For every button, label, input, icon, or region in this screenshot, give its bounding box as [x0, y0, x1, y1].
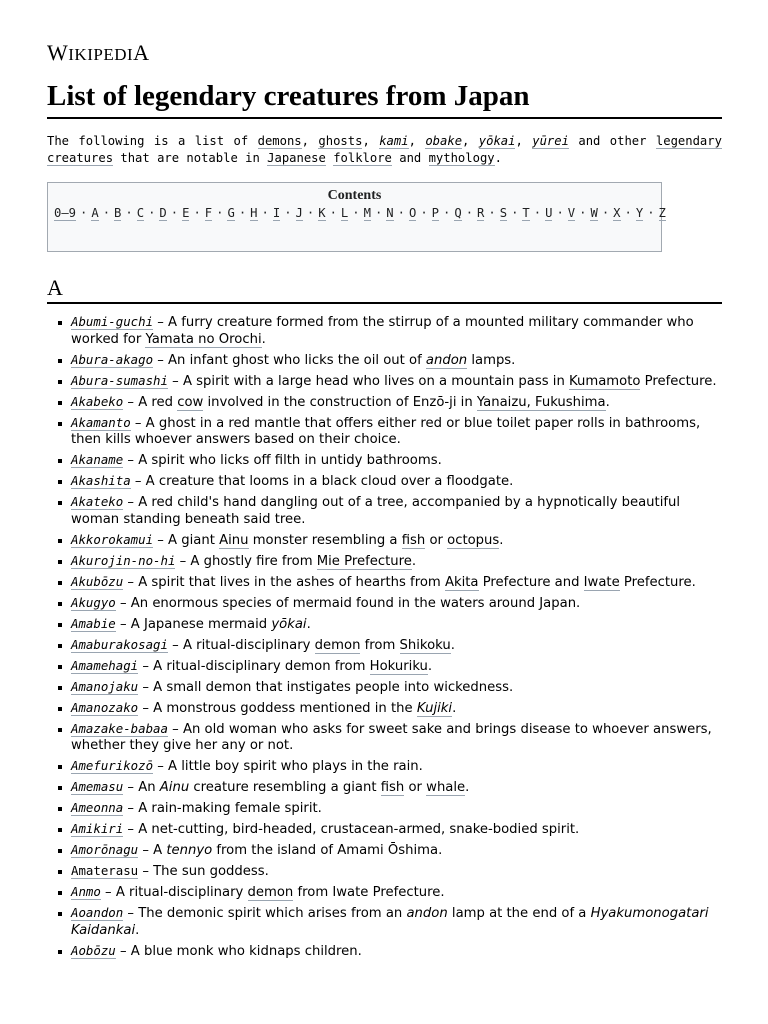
- intro-text: and: [391, 151, 429, 165]
- link-japanese[interactable]: Japanese: [267, 151, 326, 165]
- inline-link[interactable]: Iwate: [583, 574, 620, 590]
- inline-link[interactable]: Yanaizu, Fukushima: [476, 394, 606, 410]
- description-text: – A: [138, 843, 167, 858]
- description-text: .: [427, 658, 433, 674]
- list-item: [71, 616, 728, 634]
- creature-name-link[interactable]: Amaburakosagi: [71, 636, 168, 652]
- toc-link-f[interactable]: F: [204, 206, 213, 220]
- toc-separator: ·: [80, 206, 88, 220]
- description-text: – A furry creature formed from the stirrup of a mounted military commander who worked for: [71, 315, 694, 347]
- toc-links: [54, 206, 666, 220]
- link-obake[interactable]: obake: [425, 134, 463, 148]
- description-text: – A red: [123, 394, 178, 410]
- inline-link[interactable]: fish: [401, 532, 426, 548]
- creature-name-link[interactable]: Akurojin-no-hi: [71, 552, 176, 568]
- creature-name-link[interactable]: Amazake-babaa: [71, 720, 168, 736]
- intro-text: ,: [362, 134, 380, 148]
- description-text: – A blue monk who kidnaps children.: [115, 943, 362, 959]
- intro-text: that are notable in: [113, 151, 268, 165]
- link-mythology[interactable]: mythology: [428, 151, 495, 165]
- creature-name-link[interactable]: Abura-sumashi: [71, 372, 168, 388]
- intro-text: ,: [515, 134, 533, 148]
- toc-separator: ·: [216, 206, 224, 220]
- description-text: – A ritual-disciplinary: [167, 637, 315, 653]
- list-item: [71, 721, 728, 755]
- toc-separator: ·: [488, 206, 496, 220]
- toc-link-i[interactable]: I: [272, 206, 281, 220]
- description-text: – A rain-making female spirit.: [123, 801, 322, 816]
- toc-separator: ·: [533, 206, 542, 220]
- creature-name-link[interactable]: Amikiri: [71, 821, 124, 836]
- description-text: – The sun goddess.: [138, 864, 269, 879]
- description-text: Prefecture.: [619, 574, 696, 590]
- toc-separator: ·: [148, 206, 156, 220]
- description-text: – A Japanese mermaid: [115, 616, 272, 632]
- description-text: from Iwate Prefecture.: [293, 885, 445, 900]
- description-text: or: [404, 780, 427, 795]
- description-text: .: [450, 637, 455, 653]
- inline-link[interactable]: Mie Prefecture: [316, 553, 412, 569]
- description-text: – An infant ghost who licks the oil out of: [153, 352, 426, 368]
- logo-text-a: A: [133, 40, 150, 65]
- creature-name-link[interactable]: Akkorokamui: [71, 531, 154, 547]
- link-kami[interactable]: kami: [379, 134, 409, 148]
- list-item: [71, 553, 728, 571]
- inline-link[interactable]: Kujiki: [416, 700, 453, 716]
- list-item: [71, 863, 728, 881]
- intro-text: ,: [408, 134, 426, 148]
- toc-link-b[interactable]: B: [114, 206, 122, 220]
- emphasized-text: yōkai: [271, 616, 307, 632]
- description-text: – An: [123, 780, 160, 795]
- creature-name-link[interactable]: Akaname: [71, 452, 124, 467]
- toc-link-h[interactable]: H: [250, 206, 258, 220]
- list-item: [71, 595, 728, 613]
- description-text: or: [425, 532, 448, 548]
- toc-separator: ·: [374, 206, 383, 220]
- toc-separator: ·: [170, 206, 179, 220]
- description-text: – A net-cutting, bird-headed, crustacean-armed, snake-bodied spirit.: [123, 822, 580, 837]
- list-item: [71, 821, 728, 839]
- description-text: – A spirit who licks off filth in untidy bathrooms.: [123, 453, 442, 468]
- creature-name-link[interactable]: Amemasu: [71, 779, 124, 794]
- creature-name-link[interactable]: Amaterasu: [71, 863, 139, 878]
- inline-link[interactable]: Ainu: [219, 532, 249, 548]
- description-text: – A ghostly fire from: [175, 553, 317, 569]
- description-text: – A red child's hand dangling out of a tree, accompanied by a hypnotically beautiful woman standing beneath said tree.: [71, 495, 681, 527]
- description-text: Prefecture.: [640, 373, 717, 389]
- logo-text-mid: IKIPEDI: [68, 45, 134, 64]
- link-legendary-creatures[interactable]: legendary creatures: [47, 134, 722, 165]
- toc-separator: ·: [261, 206, 269, 220]
- list-item: [71, 473, 728, 491]
- description-text: – A spirit that lives in the ashes of hearths from: [123, 574, 445, 590]
- creature-name-link[interactable]: Abura-akago: [71, 351, 154, 367]
- page-title: List of legendary creatures from Japan: [47, 78, 722, 119]
- inline-link[interactable]: cow: [177, 394, 204, 410]
- list-item: [71, 574, 728, 592]
- logo-text-w: W: [47, 40, 69, 65]
- intro-text: ,: [462, 134, 479, 148]
- inline-link[interactable]: Yamata no Orochi: [145, 331, 262, 347]
- toc-separator: ·: [624, 206, 632, 220]
- intro-paragraph: [47, 133, 722, 167]
- creature-name-link[interactable]: Amorōnagu: [71, 842, 139, 857]
- toc-link-k[interactable]: K: [318, 206, 326, 220]
- section-heading-a: A: [47, 275, 722, 304]
- list-item: [71, 352, 728, 370]
- description-text: – An old woman who asks for sweet sake and brings disease to whoever answers, whether they give her any or not.: [71, 721, 712, 753]
- emphasized-text: tennyo: [166, 843, 213, 858]
- list-item: [71, 943, 728, 961]
- toc-link-r[interactable]: R: [477, 206, 485, 220]
- creature-name-link[interactable]: Aobōzu: [71, 942, 116, 958]
- description-text: from the island of Amami Ōshima.: [212, 843, 443, 858]
- emphasized-text: andon: [406, 906, 448, 921]
- description-text: from: [360, 637, 400, 653]
- link-ghosts[interactable]: ghosts: [318, 134, 363, 148]
- inline-link[interactable]: Akita: [444, 574, 479, 590]
- list-item: [71, 700, 728, 718]
- list-item: [71, 415, 728, 449]
- inline-link[interactable]: Hokuriku: [369, 658, 428, 674]
- description-text: .: [465, 780, 470, 795]
- list-item: [71, 758, 728, 776]
- toc-separator: ·: [125, 206, 133, 220]
- toc-separator: ·: [511, 206, 519, 220]
- toc-link-y[interactable]: Y: [635, 206, 644, 220]
- intro-text: .: [494, 151, 502, 165]
- description-text: – A giant: [153, 532, 220, 548]
- list-item: [71, 679, 728, 697]
- description-text: .: [306, 616, 311, 632]
- list-item: [71, 905, 728, 939]
- toc-link-t[interactable]: T: [522, 206, 530, 220]
- toc-link-l[interactable]: L: [340, 206, 349, 220]
- toc-link-o[interactable]: O: [408, 206, 417, 220]
- creature-name-link[interactable]: Amamehagi: [71, 657, 139, 673]
- toc-link-j[interactable]: J: [295, 206, 303, 220]
- description-text: – A little boy spirit who plays in the rain.: [153, 759, 423, 774]
- emphasized-text: Hyakumonogatari Kaidankai: [71, 906, 709, 938]
- inline-link[interactable]: octopus: [447, 532, 500, 548]
- toc-separator: ·: [102, 206, 111, 220]
- creature-name-link[interactable]: Amefurikozō: [71, 758, 154, 773]
- description-text: creature resembling a giant: [189, 780, 381, 795]
- toc-link-d[interactable]: D: [159, 206, 167, 220]
- inline-link[interactable]: fish: [380, 780, 405, 795]
- list-item: [71, 314, 728, 348]
- toc-separator: ·: [420, 206, 428, 220]
- description-text: .: [135, 922, 140, 938]
- description-text: – A small demon that instigates people into wickedness.: [138, 679, 514, 695]
- creature-name-link[interactable]: Anmo: [71, 884, 101, 899]
- wikipedia-logo[interactable]: [47, 40, 150, 66]
- toc-link-w[interactable]: W: [590, 206, 598, 220]
- list-item: [71, 394, 728, 412]
- creature-name-link[interactable]: Akashita: [71, 473, 131, 488]
- creature-name-link[interactable]: Abumi-guchi: [71, 314, 154, 329]
- description-text: – A ritual-disciplinary: [100, 885, 248, 900]
- list-item: [71, 884, 728, 902]
- inline-link[interactable]: whale: [426, 780, 466, 795]
- description-text: involved in the construction of Enzō-ji in: [203, 394, 477, 410]
- toc-separator: ·: [465, 206, 474, 220]
- list-item: [71, 779, 728, 797]
- toc-link-v[interactable]: V: [567, 206, 576, 220]
- list-item: [71, 637, 728, 655]
- description-text: – A creature that looms in a black cloud over a floodgate.: [130, 474, 514, 489]
- toc-link-u[interactable]: U: [545, 206, 553, 220]
- toc-link-q[interactable]: Q: [454, 206, 462, 220]
- toc-title: Contents: [327, 188, 382, 203]
- list-item: [71, 658, 728, 676]
- toc-separator: ·: [238, 206, 247, 220]
- description-text: – An enormous species of mermaid found in the waters around Japan.: [115, 595, 581, 611]
- creature-name-link[interactable]: Akugyo: [71, 594, 116, 610]
- toc-separator: ·: [193, 206, 201, 220]
- description-text: – A ghost in a red mantle that offers either red or blue toilet paper rolls in bathrooms, then kills whoever answers based on their choice.: [71, 415, 701, 447]
- link-yurei[interactable]: yūrei: [532, 134, 569, 148]
- description-text: .: [411, 553, 417, 569]
- toc-separator: ·: [352, 206, 360, 220]
- description-text: .: [261, 331, 266, 347]
- creature-name-link[interactable]: Akamanto: [71, 414, 131, 430]
- description-text: – The demonic spirit which arises from an: [123, 906, 407, 921]
- emphasized-text: Ainu: [159, 780, 190, 795]
- toc-link-g[interactable]: G: [227, 206, 235, 220]
- intro-text: and other: [568, 134, 656, 148]
- inline-link[interactable]: Kumamoto: [569, 373, 641, 389]
- toc-link-c[interactable]: C: [136, 206, 145, 220]
- description-text: Prefecture and: [478, 574, 584, 590]
- inline-link[interactable]: andon: [425, 352, 468, 368]
- list-item: [71, 452, 728, 470]
- creature-name-link[interactable]: Akabeko: [71, 393, 124, 409]
- toc-separator: ·: [556, 206, 564, 220]
- table-of-contents: [47, 182, 666, 252]
- toc-link-x[interactable]: X: [613, 206, 621, 220]
- intro-text: The following is a list of: [47, 134, 258, 148]
- toc-link-n[interactable]: N: [386, 206, 394, 220]
- toc-link-m[interactable]: M: [363, 206, 371, 220]
- toc-separator: ·: [601, 206, 610, 220]
- toc-link-0-9[interactable]: 0–9: [54, 206, 77, 220]
- list-item: [71, 800, 728, 818]
- inline-link[interactable]: Shikoku: [399, 637, 451, 653]
- toc-separator: ·: [647, 206, 655, 220]
- toc-link-s[interactable]: S: [499, 206, 508, 220]
- creature-name-link[interactable]: Aoandon: [71, 905, 124, 920]
- description-text: .: [605, 394, 610, 410]
- creature-name-link[interactable]: Amanojaku: [71, 678, 139, 694]
- link-yokai[interactable]: yōkai: [478, 134, 516, 148]
- inline-link[interactable]: demon: [247, 885, 294, 900]
- toc-separator: ·: [306, 206, 315, 220]
- description-text: monster resembling a: [248, 532, 402, 548]
- creature-list: [52, 314, 728, 964]
- list-item: [71, 373, 728, 391]
- description-text: lamps.: [467, 352, 516, 368]
- list-item: [71, 494, 728, 528]
- list-item: [71, 532, 728, 550]
- description-text: lamp at the end of a: [447, 906, 591, 921]
- toc-separator: ·: [329, 206, 337, 220]
- creature-name-link[interactable]: Akubōzu: [71, 573, 124, 589]
- creature-name-link[interactable]: Ameonna: [71, 800, 124, 815]
- description-text: – A spirit with a large head who lives on a mountain pass in: [167, 373, 569, 389]
- creature-name-link[interactable]: Akateko: [71, 494, 124, 509]
- link-folklore[interactable]: folklore: [333, 151, 392, 165]
- creature-name-link[interactable]: Amanozako: [71, 699, 139, 715]
- toc-link-a[interactable]: A: [91, 206, 99, 220]
- intro-text: ,: [301, 134, 319, 148]
- description-text: – A ritual-disciplinary demon from: [138, 658, 370, 674]
- toc-link-e[interactable]: E: [182, 206, 190, 220]
- creature-name-link[interactable]: Amabie: [71, 615, 116, 631]
- inline-link[interactable]: demon: [314, 637, 361, 653]
- description-text: .: [452, 700, 457, 716]
- description-text: .: [499, 532, 504, 548]
- toc-separator: ·: [284, 206, 292, 220]
- toc-link-p[interactable]: P: [431, 206, 440, 220]
- list-item: [71, 842, 728, 860]
- link-demons[interactable]: demons: [257, 134, 302, 148]
- description-text: – A monstrous goddess mentioned in the: [138, 700, 417, 716]
- toc-separator: ·: [397, 206, 405, 220]
- toc-separator: ·: [579, 206, 587, 220]
- toc-link-z[interactable]: Z: [658, 206, 666, 220]
- toc-separator: ·: [443, 206, 451, 220]
